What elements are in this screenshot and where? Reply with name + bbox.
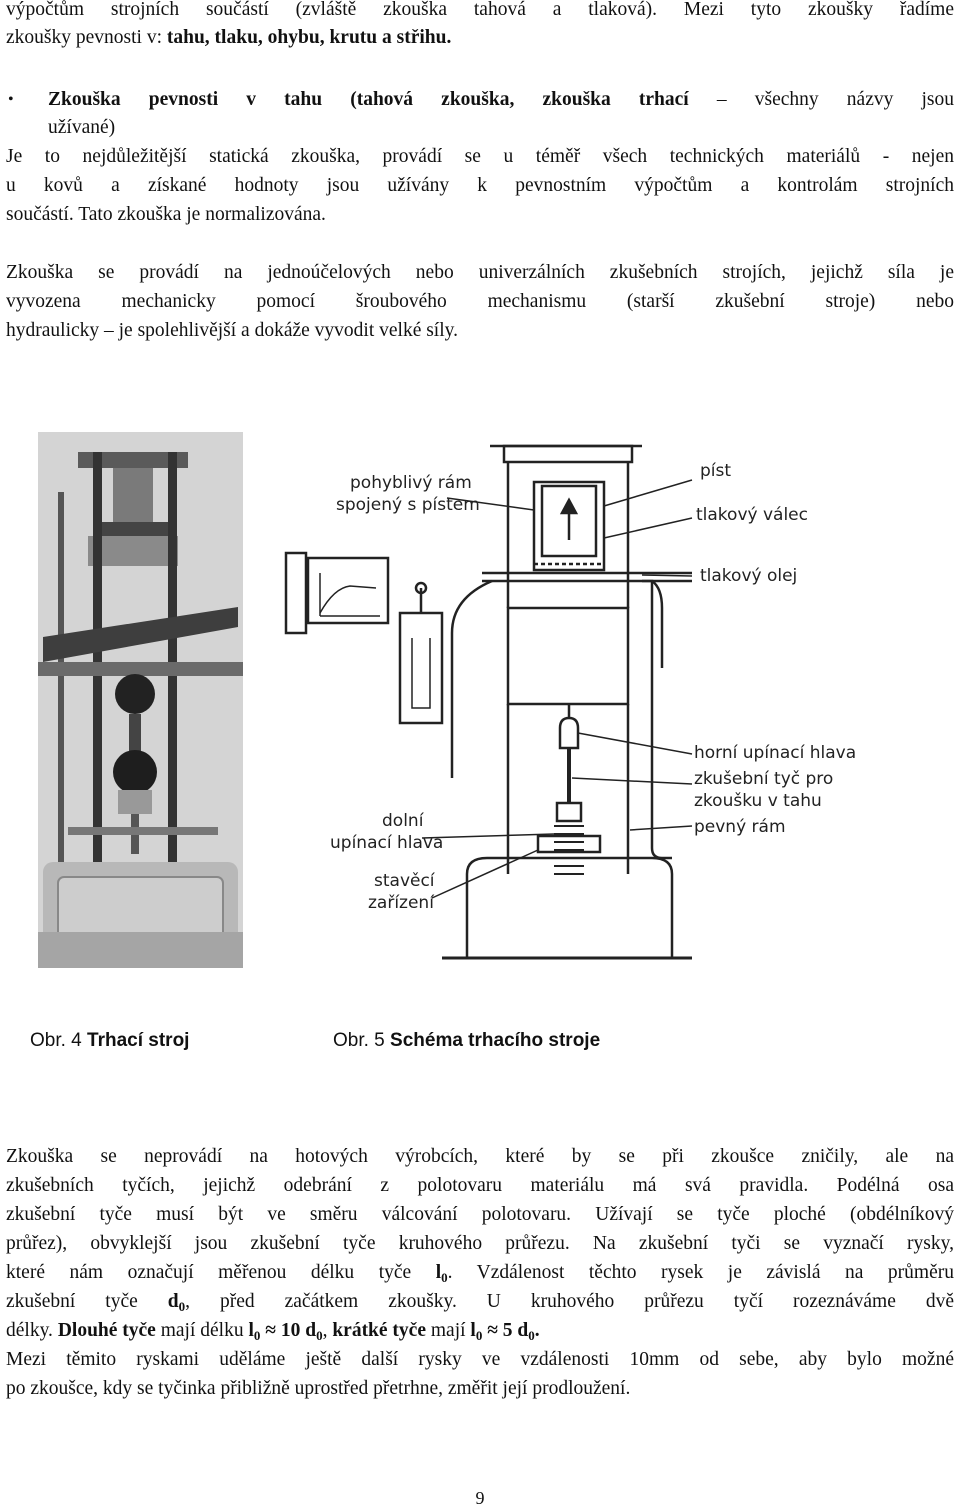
para1-line-1: Je to nejdůležitější statická zkouška, provádí se u téměř všech technických materiálů - nejen <box>6 146 954 167</box>
para3-line-6 <box>6 1288 954 1316</box>
caption-4-title: Trhací stroj <box>87 1030 190 1051</box>
label-moving-frame-2: spojený s pístem <box>336 495 480 515</box>
bullet-heading-bold: Zkouška pevnosti v tahu (tahová zkouška, zkouška trhací <box>48 89 689 110</box>
label-specimen-2: zkoušku v tahu <box>694 791 822 811</box>
label-upper-grip: horní upínací hlava <box>694 743 857 763</box>
para3-line-7: délky. Dlouhé tyče mají délku $l_0 \approx 10$ $d_0$, krátké tyče mají $l_0 \approx 5$ $d_0$. <box>6 1320 540 1343</box>
page-number: 9 <box>475 1488 485 1508</box>
para3-line-8: Mezi těmito ryskami uděláme ještě další rysky ve vzdálenosti 10mm od sebe, aby bylo možné <box>6 1349 954 1370</box>
bullet-heading-line-2: užívané) <box>48 117 116 138</box>
formula-long: $l_0 \approx 10$ $d_0$ <box>248 1320 323 1343</box>
tensile-machine-schematic <box>272 438 922 974</box>
label-fixed-frame: pevný rám <box>694 817 786 837</box>
para3-l5b: . Vzdálenost těchto rysek je závislá na průměru <box>447 1262 954 1283</box>
para3-l5a: které nám označují měřenou délku tyče <box>6 1262 436 1283</box>
formula-short: $l_0 \approx 5$ $d_0$. <box>470 1320 540 1343</box>
symbol-l0: $l_0$ <box>435 1262 448 1285</box>
caption-4-label: Obr. 4 <box>30 1030 82 1051</box>
bullet-heading-rest: – všechny názvy jsou <box>688 89 954 110</box>
intro-bold: tahu, tlaku, ohybu, krutu a střihu. <box>166 27 452 48</box>
para1-line-3: součástí. Tato zkouška je normalizována. <box>6 204 326 225</box>
symbol-d0: $d_0$ <box>167 1291 186 1314</box>
short-bars: krátké tyče <box>332 1320 426 1341</box>
para3-line-3: zkušební tyče musí být ve směru válcování polotovaru. Užívají se tyče ploché (obdélníkový <box>6 1204 954 1225</box>
bullet-heading <box>48 86 954 114</box>
para3-line-4: průřez), obvyklejší jsou zkušební tyče kruhového průřezu. Na zkušební tyči se vyznačí rysky, <box>6 1233 954 1254</box>
para3-l6b: , před začátkem zkoušky. U kruhového průřezu tyčí rozeznáváme dvě <box>185 1291 954 1312</box>
long-bars: Dlouhé tyče <box>57 1320 156 1341</box>
para3-line-5 <box>6 1259 954 1287</box>
para1-line-2: u kovů a získané hodnoty jsou užívány k pevnostním výpočtům a kontrolám strojních <box>6 175 954 196</box>
para3-line-9: po zkoušce, kdy se tyčinka přibližně uprostřed přetrhne, změřit její prodloužení. <box>6 1378 631 1399</box>
caption-5-label: Obr. 5 <box>333 1030 385 1051</box>
para2-line-2: vyvozena mechanicky pomocí šroubového mechanismu (starší zkušební stroje) nebo <box>6 291 954 312</box>
caption-figure-4 <box>30 1028 189 1054</box>
para3-line-1: Zkouška se neprovádí na hotových výrobcích, které by se při zkoušce zničily, ale na <box>6 1146 954 1167</box>
label-lower-grip-1: dolní <box>382 811 424 831</box>
intro-plain: zkoušky pevnosti v: <box>6 27 167 48</box>
caption-5-title: Schéma trhacího stroje <box>390 1030 601 1051</box>
label-adjust-2: zařízení <box>368 893 434 913</box>
intro-line-1: výpočtům strojních součástí (zvláště zkouška tahová a tlaková). Mezi tyto zkoušky řadíme <box>6 0 954 20</box>
bullet-icon: • <box>8 91 14 108</box>
label-adjust-1: stavěcí <box>374 871 435 891</box>
label-specimen-1: zkušební tyč pro <box>694 769 834 789</box>
tensile-machine-photo <box>38 432 243 968</box>
para3-l6a: zkušební tyče <box>6 1291 168 1312</box>
para2-line-1: Zkouška se provádí na jednoúčelových nebo univerzálních zkušebních strojích, jejichž síla je <box>6 262 954 283</box>
label-moving-frame-1: pohyblivý rám <box>350 473 472 493</box>
para2-line-3: hydraulicky – je spolehlivější a dokáže vyvodit velké síly. <box>6 320 459 341</box>
label-oil: tlakový olej <box>700 566 798 586</box>
intro-line-2 <box>6 24 954 52</box>
caption-figure-5 <box>333 1028 600 1054</box>
label-lower-grip-2: upínací hlava <box>330 833 444 853</box>
label-cylinder: tlakový válec <box>696 505 808 525</box>
para3-line-2: zkušebních tyčích, jejichž odebrání z polotovaru materiálu má svá pravidla. Podélná osa <box>6 1175 954 1196</box>
label-piston: píst <box>700 461 732 481</box>
